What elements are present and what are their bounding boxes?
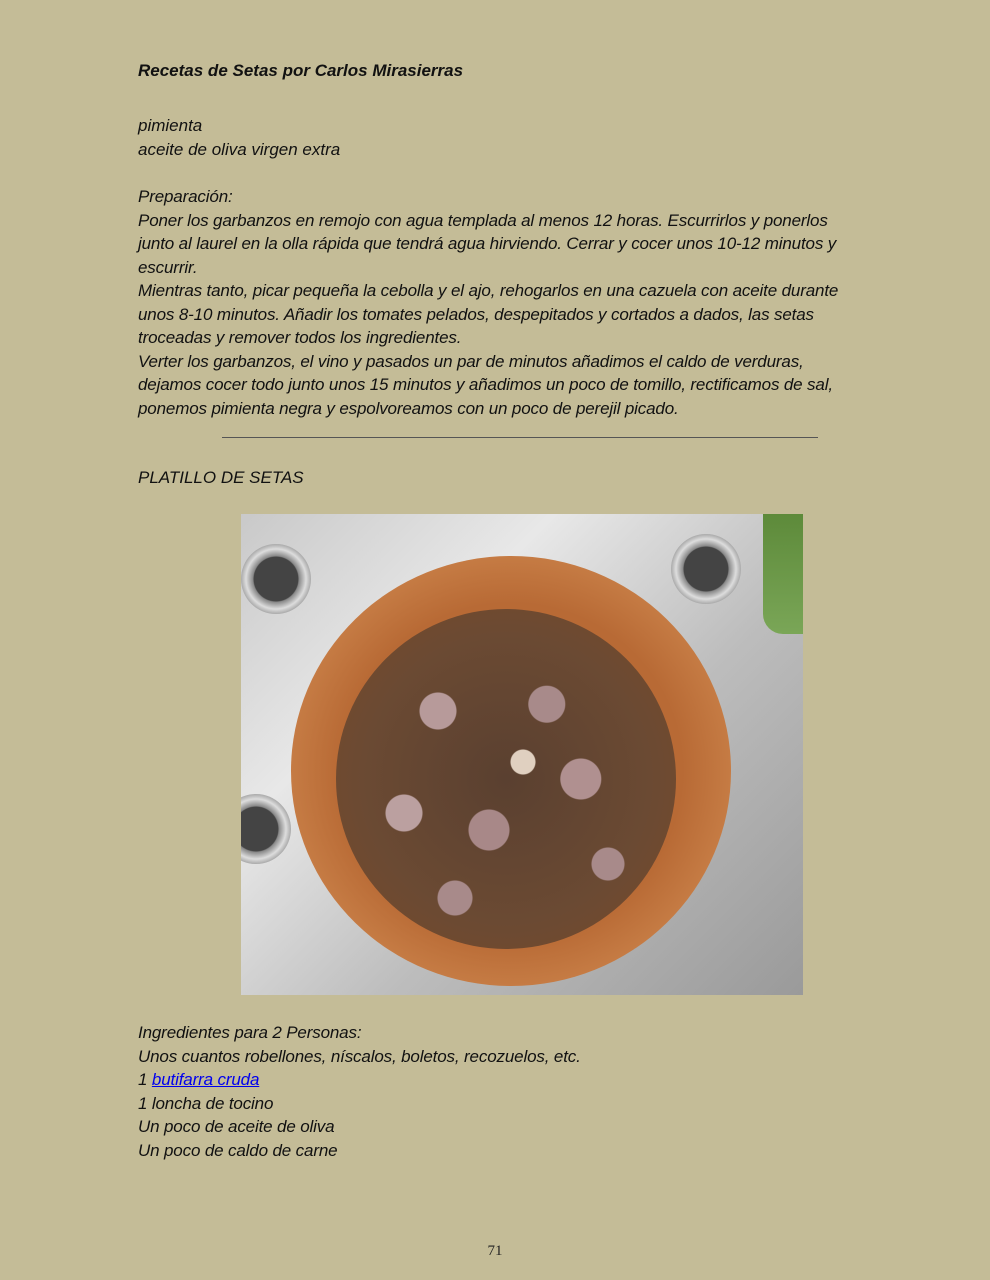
- ingredients-section: [138, 1021, 898, 1162]
- preparation-line: dejamos cocer todo junto unos 15 minutos y añadimos un poco de tomillo, rectificamos de sal,: [138, 375, 833, 394]
- preparation-line: troceadas y remover todos los ingredientes.: [138, 328, 462, 347]
- page-number: 71: [487, 1243, 503, 1259]
- ingredient-tail-pepper: pimienta: [138, 116, 203, 135]
- ingredient-quantity: 1: [138, 1070, 152, 1089]
- preparation-line: ponemos pimienta negra y espolvoreamos con un poco de perejil picado.: [138, 398, 679, 418]
- ingredient-item: Un poco de aceite de oliva: [138, 1117, 335, 1136]
- page-header-title: Recetas de Setas por Carlos Mirasierras: [138, 61, 464, 80]
- preparation-label: Preparación:: [138, 187, 233, 206]
- greens-garnish: [763, 514, 803, 634]
- section-divider: [222, 437, 818, 438]
- preparation-line: escurrir.: [138, 257, 198, 277]
- ingredient-tail-olive-oil: aceite de oliva virgen extra: [138, 140, 341, 159]
- recipe-photo: [241, 514, 803, 995]
- preparation-line: Verter los garbanzos, el vino y pasados un par de minutos añadimos el caldo de verduras,: [138, 351, 804, 371]
- ingredient-item: 1 loncha de tocino: [138, 1093, 274, 1113]
- preparation-line: junto al laurel en la olla rápida que tendrá agua hirviendo. Cerrar y cocer unos 10-12 minutos y: [138, 234, 837, 253]
- preparation-line: Poner los garbanzos en remojo con agua templada al menos 12 horas. Escurrirlos y ponerlos: [138, 210, 828, 230]
- preparation-section: [138, 185, 898, 420]
- preparation-line: unos 8-10 minutos. Añadir los tomates pelados, despepitados y cortados a dados, las setas: [138, 304, 814, 324]
- stove-burner-bottom-left: [241, 794, 291, 864]
- ingredient-item: Un poco de caldo de carne: [138, 1140, 338, 1160]
- stew-contents: [336, 609, 676, 949]
- butifarra-link[interactable]: butifarra cruda: [151, 1070, 260, 1089]
- ingredients-label: Ingredientes para 2 Personas:: [138, 1023, 362, 1042]
- ingredient-item: Unos cuantos robellones, níscalos, boletos, recozuelos, etc.: [138, 1046, 581, 1066]
- recipe-title: PLATILLO DE SETAS: [138, 468, 304, 487]
- ingredient-item: [138, 1068, 898, 1092]
- preparation-line: Mientras tanto, picar pequeña la cebolla y el ajo, rehogarlos en una cazuela con aceite durante: [138, 281, 839, 300]
- stove-burner-top-right: [671, 534, 741, 604]
- stove-burner-top-left: [241, 544, 311, 614]
